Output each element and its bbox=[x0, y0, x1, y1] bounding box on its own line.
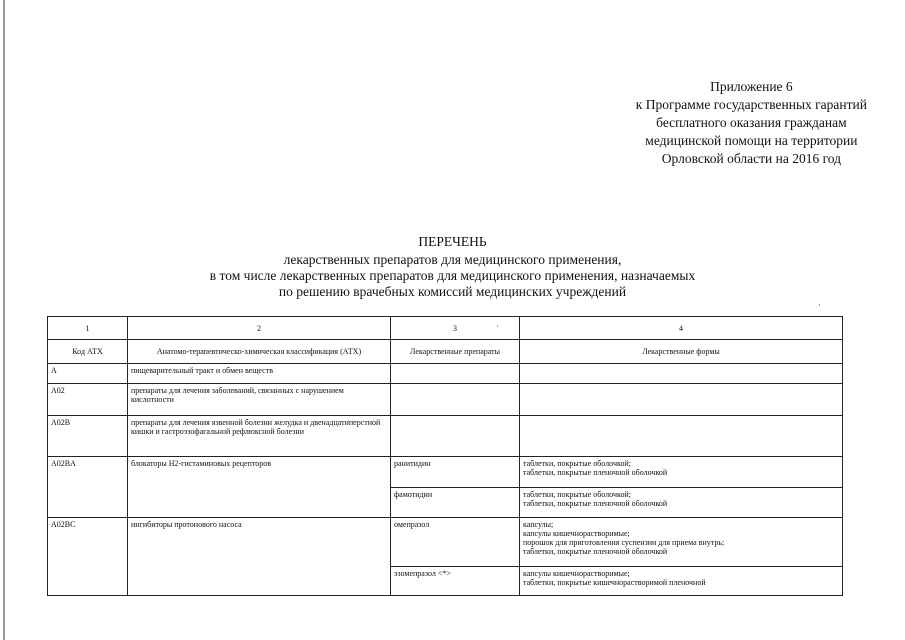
forms-cell bbox=[520, 488, 843, 518]
drug-cell: фамотидин bbox=[391, 488, 520, 518]
table-row bbox=[48, 518, 843, 567]
header-forms: Лекарственные формы bbox=[520, 340, 843, 364]
form-line: таблетки, покрытые пленочной оболочкой bbox=[523, 499, 668, 508]
table-row bbox=[48, 364, 843, 384]
appendix-line: Орловской области на 2016 год bbox=[661, 151, 841, 166]
drug-cell bbox=[391, 416, 520, 457]
column-number-row bbox=[48, 317, 843, 340]
form-line: капсулы; bbox=[523, 520, 554, 529]
appendix-line: Приложение 6 bbox=[710, 79, 793, 94]
column-number: 3 bbox=[391, 317, 520, 340]
table-row bbox=[48, 416, 843, 457]
classification-cell bbox=[128, 416, 391, 457]
title-line: в том числе лекарственных препаратов для медицинского применения, назначаемых bbox=[209, 268, 696, 283]
header-classification: Анатомо-терапевтическо-химическая классификация (АТХ) bbox=[128, 340, 391, 364]
appendix-line: к Программе государственных гарантий bbox=[635, 97, 867, 112]
form-line: капсулы кишечнорастворимые; bbox=[523, 529, 630, 538]
forms-cell bbox=[520, 416, 843, 457]
appendix-line: бесплатного оказания гражданам bbox=[656, 115, 847, 130]
atc-code-cell: A bbox=[48, 364, 128, 384]
title-heading: ПЕРЕЧЕНЬ bbox=[418, 234, 487, 249]
form-line: таблетки, покрытые пленочной оболочкой bbox=[523, 468, 668, 477]
medicines-table-container bbox=[47, 316, 843, 596]
column-number: 4 bbox=[520, 317, 843, 340]
classification-cell: пищеварительный тракт и обмен веществ bbox=[128, 364, 391, 384]
atc-code-cell: A02BC bbox=[48, 518, 128, 596]
form-line: таблетки, покрытые пленочной оболочкой bbox=[523, 547, 668, 556]
classification-text: препараты для лечения язвенной болезни желудка и двенадцатиперстной кишки и гастроэзофагальной рефлюксной болезни bbox=[131, 418, 381, 436]
atc-code-cell: A02BA bbox=[48, 457, 128, 518]
drug-cell bbox=[391, 384, 520, 416]
drug-cell bbox=[391, 364, 520, 384]
form-line: порошок для приготовления суспензии для приема внутрь; bbox=[523, 538, 725, 547]
appendix-line: медицинской помощи на территории bbox=[645, 133, 858, 148]
form-line: капсулы кишечнорастворимые; bbox=[523, 569, 630, 578]
title-line: лекарственных препаратов для медицинского применения, bbox=[283, 252, 622, 267]
table-row bbox=[48, 457, 843, 488]
form-line: таблетки, покрытые кишечнорастворимой пленочной bbox=[523, 578, 706, 587]
title-line: по решению врачебных комиссий медицинских учреждений bbox=[278, 284, 627, 299]
classification-cell: ингибиторы протонового насоса bbox=[128, 518, 391, 596]
drug-cell: эзомепразол <*> bbox=[391, 567, 520, 596]
page-edge-rule bbox=[3, 0, 5, 640]
column-number: 2 bbox=[128, 317, 391, 340]
appendix-heading bbox=[636, 78, 867, 168]
drug-cell: ранитидин bbox=[391, 457, 520, 488]
forms-cell bbox=[520, 364, 843, 384]
forms-cell bbox=[520, 567, 843, 596]
header-row bbox=[48, 340, 843, 364]
scan-mark: · bbox=[496, 321, 499, 331]
document-title bbox=[0, 234, 905, 300]
atc-code-cell: A02B bbox=[48, 416, 128, 457]
header-drugs: Лекарственные препараты bbox=[391, 340, 520, 364]
classification-cell bbox=[128, 384, 391, 416]
forms-cell bbox=[520, 518, 843, 567]
scan-mark: · bbox=[818, 300, 821, 310]
atc-code-cell: A02 bbox=[48, 384, 128, 416]
header-code: Код АТХ bbox=[48, 340, 128, 364]
column-number: 1 bbox=[48, 317, 128, 340]
form-line: таблетки, покрытые оболочкой; bbox=[523, 490, 631, 499]
classification-text: препараты для лечения заболеваний, связанных с нарушением кислотности bbox=[131, 386, 344, 404]
form-line: таблетки, покрытые оболочкой; bbox=[523, 459, 631, 468]
classification-cell: блокаторы Н2-гистаминовых рецепторов bbox=[128, 457, 391, 518]
table-row bbox=[48, 384, 843, 416]
forms-cell bbox=[520, 384, 843, 416]
forms-cell bbox=[520, 457, 843, 488]
drug-cell: омепразол bbox=[391, 518, 520, 567]
medicines-table bbox=[47, 316, 843, 596]
